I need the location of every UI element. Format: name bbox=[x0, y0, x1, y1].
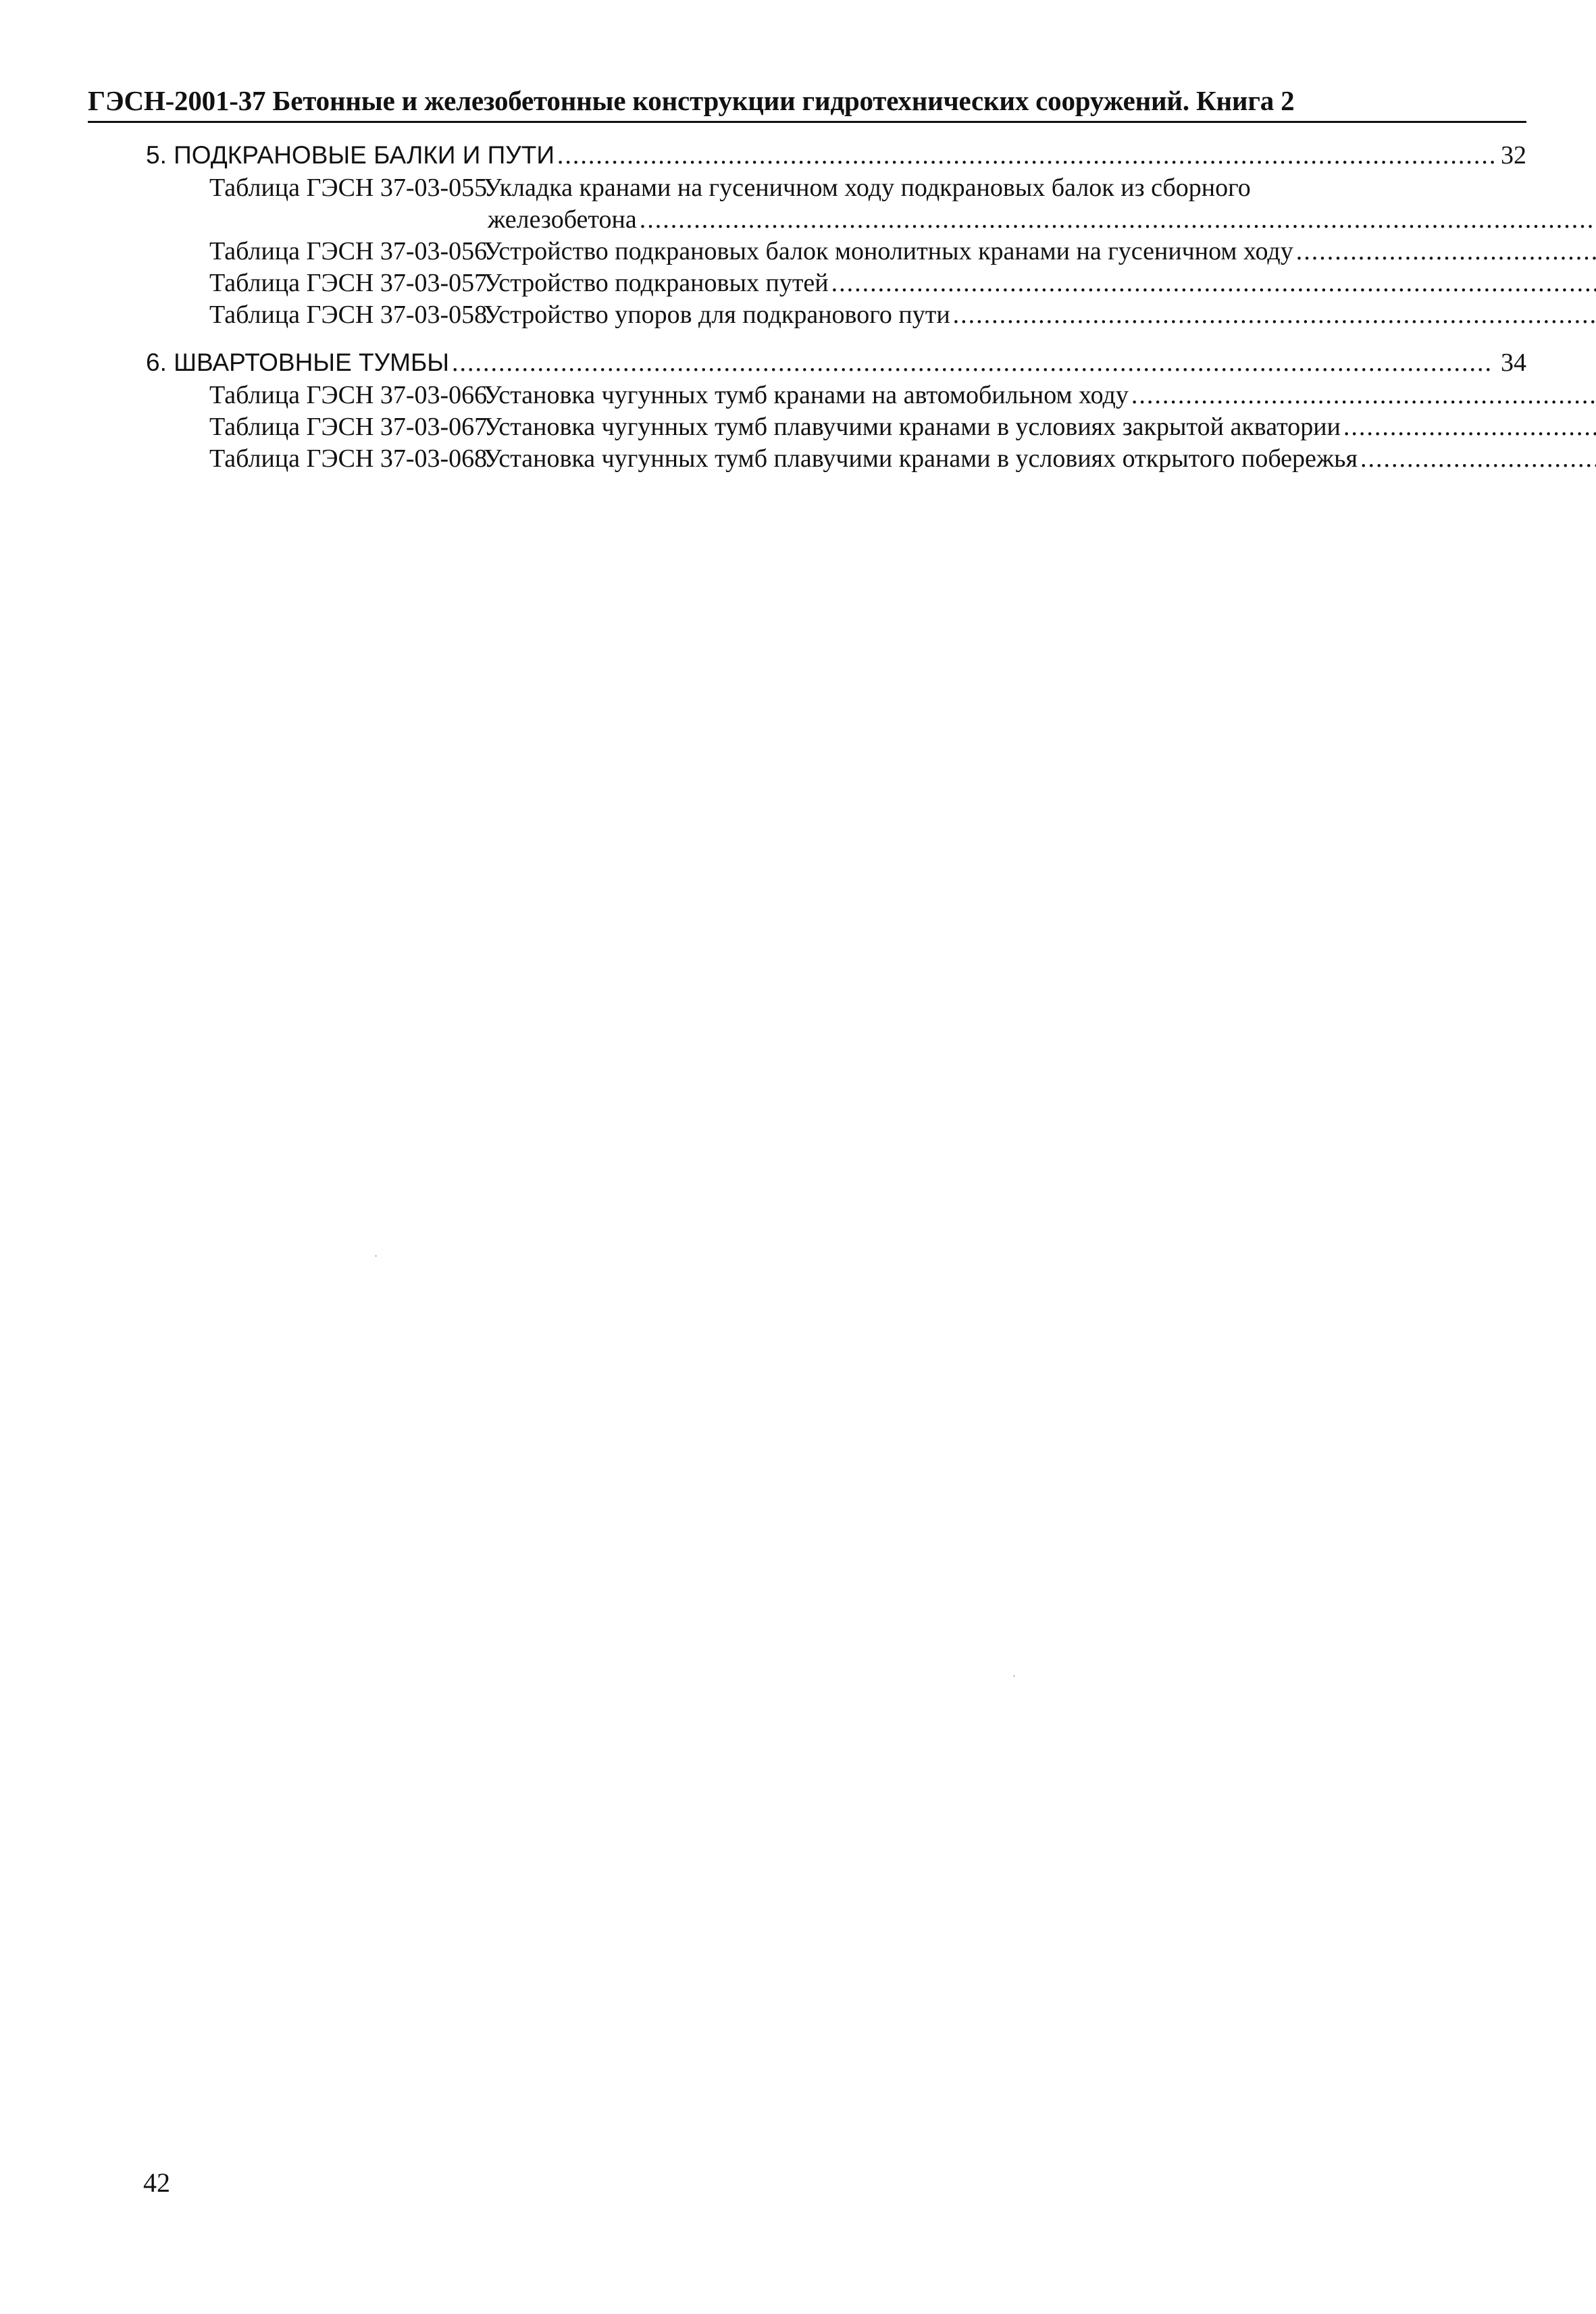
section-page: 34 bbox=[1501, 349, 1526, 377]
entry-description: Установка чугунных тумб плавучими кранами в условиях закрытой акватории bbox=[484, 413, 1341, 441]
entry-desc-line2: железобетона bbox=[488, 205, 637, 234]
entry-description: Устройство подкрановых путей bbox=[484, 269, 829, 297]
dot-leader bbox=[640, 205, 1596, 234]
entry-code: Таблица ГЭСН 37-03-055 bbox=[209, 174, 488, 202]
entry-code: Таблица ГЭСН 37-03-058 bbox=[209, 301, 488, 329]
section-page: 32 bbox=[1501, 141, 1526, 170]
dot-leader bbox=[1343, 412, 1596, 442]
entry-description-row bbox=[484, 236, 1596, 266]
dot-leader bbox=[1131, 380, 1596, 410]
entry-description: Установка чугунных тумб плавучими кранами в условиях открытого побережья bbox=[484, 444, 1358, 473]
entry-description bbox=[484, 173, 1596, 236]
toc-entry[interactable] bbox=[146, 380, 1526, 412]
entry-code: Таблица ГЭСН 37-03-066 bbox=[209, 381, 488, 409]
entry-description-row bbox=[484, 412, 1596, 442]
entry-description-row bbox=[484, 300, 1596, 330]
dot-leader bbox=[831, 268, 1596, 298]
section-title: 5. ПОДКРАНОВЫЕ БАЛКИ И ПУТИ bbox=[146, 141, 555, 169]
entry-code: Таблица ГЭСН 37-03-067 bbox=[209, 413, 488, 441]
dot-leader bbox=[452, 348, 1494, 378]
scan-speck bbox=[1013, 1675, 1015, 1677]
entry-code: Таблица ГЭСН 37-03-056 bbox=[209, 237, 488, 265]
document-title: ГЭСН-2001-37 Бетонные и железобетонные конструкции гидротехнических сооружений. Книга 2 bbox=[88, 85, 1295, 116]
toc-entry[interactable] bbox=[146, 412, 1526, 444]
entry-desc-line1: Укладка кранами на гусеничном ходу подкрановых балок из сборного bbox=[484, 174, 1251, 202]
toc-entry[interactable] bbox=[146, 173, 1526, 236]
dot-leader bbox=[557, 140, 1494, 170]
entry-code: Таблица ГЭСН 37-03-068 bbox=[209, 444, 488, 473]
entry-code: Таблица ГЭСН 37-03-057 bbox=[209, 269, 488, 297]
entry-description-row bbox=[484, 268, 1596, 298]
entry-desc-line2-row bbox=[484, 205, 1596, 236]
entry-description-row bbox=[484, 444, 1596, 473]
section-title: 6. ШВАРТОВНЫЕ ТУМБЫ bbox=[146, 349, 449, 376]
scan-speck bbox=[375, 1255, 377, 1257]
toc-section-5[interactable] bbox=[146, 140, 1526, 173]
dot-leader bbox=[1296, 236, 1596, 266]
entry-description-row bbox=[484, 380, 1596, 410]
toc-entry[interactable] bbox=[146, 268, 1526, 300]
entry-description: Устройство упоров для подкранового пути bbox=[484, 301, 950, 329]
toc-section-6[interactable] bbox=[146, 348, 1526, 380]
toc-entry[interactable] bbox=[146, 236, 1526, 268]
page-number: 42 bbox=[143, 2167, 170, 2198]
table-of-contents bbox=[146, 140, 1526, 475]
entry-description: Установка чугунных тумб кранами на автомобильном ходу bbox=[484, 381, 1129, 409]
entry-description: Устройство подкрановых балок монолитных кранами на гусеничном ходу bbox=[484, 237, 1293, 265]
toc-entry[interactable] bbox=[146, 300, 1526, 332]
dot-leader bbox=[953, 300, 1596, 330]
dot-leader bbox=[1360, 444, 1596, 473]
toc-entry[interactable] bbox=[146, 444, 1526, 475]
document-header bbox=[88, 84, 1526, 123]
